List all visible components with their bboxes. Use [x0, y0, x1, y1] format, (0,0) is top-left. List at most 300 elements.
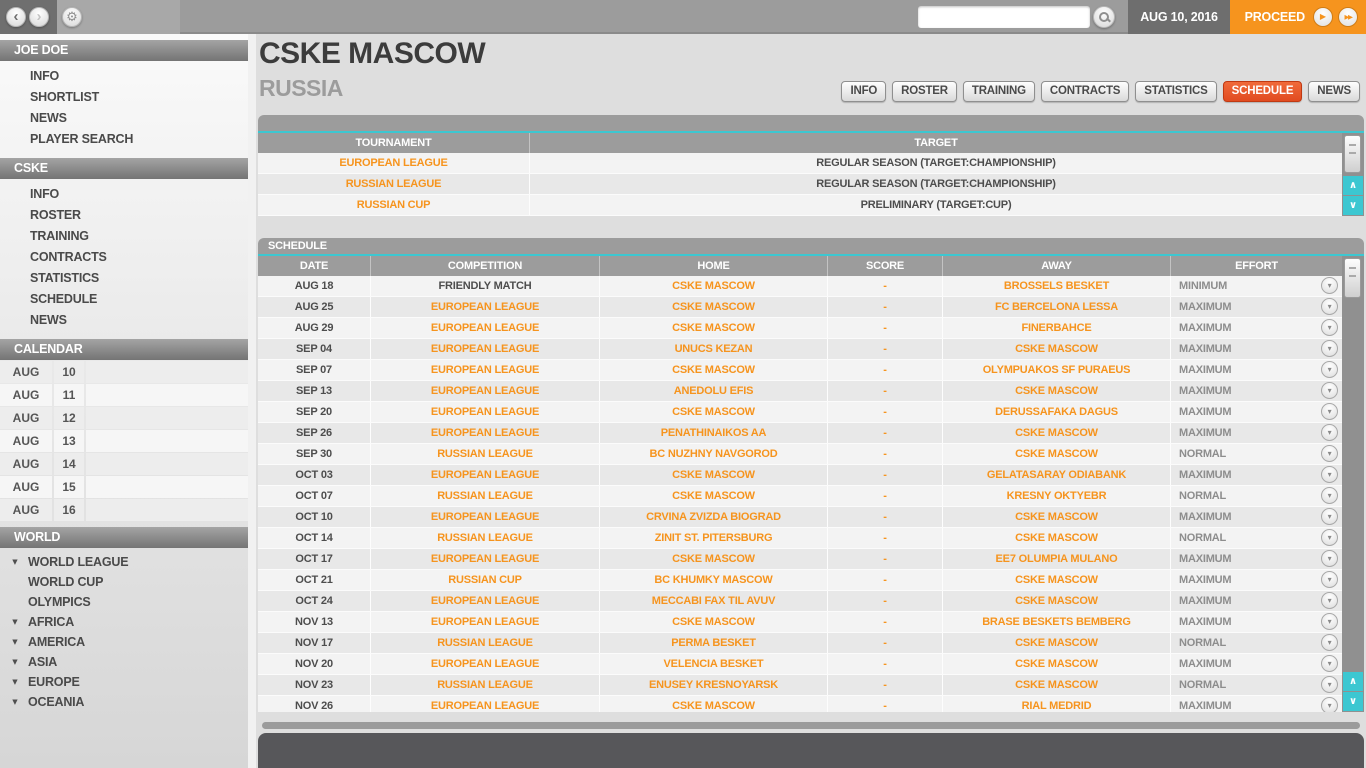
match-competition[interactable]: EUROPEAN LEAGUE	[371, 465, 600, 485]
effort-dropdown-button[interactable]	[1321, 340, 1338, 357]
match-effort	[1171, 654, 1342, 674]
match-away-team[interactable]: CSKE MASCOW	[943, 675, 1171, 695]
match-home-team[interactable]: CSKE MASCOW	[600, 318, 828, 338]
settings-button[interactable]	[62, 7, 82, 27]
schedule-row	[258, 654, 1342, 675]
effort-dropdown-button[interactable]	[1321, 550, 1338, 567]
match-score: -	[828, 486, 943, 506]
chevron-down-icon: ▾	[1327, 448, 1332, 458]
match-effort	[1171, 570, 1342, 590]
effort-dropdown-button[interactable]	[1321, 613, 1338, 630]
calendar-day: 10	[54, 361, 84, 383]
match-competition[interactable]: EUROPEAN LEAGUE	[371, 402, 600, 422]
match-effort	[1171, 360, 1342, 380]
nav-buttons	[0, 0, 57, 34]
effort-value: MAXIMUM	[1179, 385, 1232, 397]
effort-value: MAXIMUM	[1179, 574, 1232, 586]
match-competition[interactable]: EUROPEAN LEAGUE	[371, 654, 600, 674]
sidebar-item-info[interactable]: INFO	[30, 187, 60, 201]
match-competition[interactable]: EUROPEAN LEAGUE	[371, 696, 600, 712]
match-effort	[1171, 318, 1342, 338]
match-away-team[interactable]: CSKE MASCOW	[943, 339, 1171, 359]
tournament-name-link[interactable]: RUSSIAN LEAGUE	[258, 174, 530, 194]
tournament-row	[258, 174, 1342, 195]
effort-dropdown-button[interactable]	[1321, 319, 1338, 336]
chevron-down-icon: ▾	[1327, 595, 1332, 605]
fast-forward-icon: ▶▶	[1344, 12, 1352, 21]
match-home-team[interactable]: VELENCIA BESKET	[600, 654, 828, 674]
match-away-team[interactable]: RIAL MEDRID	[943, 696, 1171, 712]
chevron-down-icon: ▾	[1327, 343, 1332, 353]
effort-dropdown-button[interactable]	[1321, 466, 1338, 483]
schedule-row	[258, 675, 1342, 696]
match-away-team[interactable]: KRESNY OKTYEBR	[943, 486, 1171, 506]
effort-dropdown-button[interactable]	[1321, 508, 1338, 525]
match-effort	[1171, 549, 1342, 569]
effort-value: MAXIMUM	[1179, 427, 1232, 439]
match-score: -	[828, 402, 943, 422]
tournament-target: REGULAR SEASON (TARGET:CHAMPIONSHIP)	[816, 178, 1056, 190]
effort-value: MINIMUM	[1179, 280, 1228, 292]
fast-forward-button[interactable]	[1338, 7, 1358, 27]
effort-value: NORMAL	[1179, 637, 1227, 649]
effort-dropdown-button[interactable]	[1321, 445, 1338, 462]
chevron-down-icon: ▼	[12, 618, 18, 626]
match-effort	[1171, 339, 1342, 359]
scroll-down-button[interactable]: ∨	[1343, 196, 1363, 215]
effort-dropdown-button[interactable]	[1321, 403, 1338, 420]
match-score: -	[828, 633, 943, 653]
play-button[interactable]	[1313, 7, 1333, 27]
calendar-month: AUG	[0, 384, 52, 406]
match-competition[interactable]: EUROPEAN LEAGUE	[371, 591, 600, 611]
effort-dropdown-button[interactable]	[1321, 487, 1338, 504]
effort-dropdown-button[interactable]	[1321, 361, 1338, 378]
match-date: SEP 26	[258, 423, 371, 443]
calendar-row[interactable]	[0, 476, 248, 498]
calendar-month: AUG	[0, 407, 52, 429]
sidebar-item-player-search[interactable]: PLAYER SEARCH	[30, 132, 134, 146]
effort-dropdown-button[interactable]	[1321, 298, 1338, 315]
effort-dropdown-button[interactable]	[1321, 697, 1338, 712]
topbar	[0, 0, 1366, 34]
chevron-down-icon: ▼	[12, 658, 18, 666]
chevron-down-icon: ▾	[1327, 658, 1332, 668]
match-home-team[interactable]: BC NUZHNY NAVGOROD	[600, 444, 828, 464]
calendar-day: 15	[54, 476, 84, 498]
schedule-row	[258, 570, 1342, 591]
tournament-row	[258, 195, 1342, 216]
match-away-team[interactable]: CSKE MASCOW	[943, 444, 1171, 464]
chevron-down-icon: ▾	[1327, 532, 1332, 542]
match-competition[interactable]: EUROPEAN LEAGUE	[371, 423, 600, 443]
match-effort	[1171, 297, 1342, 317]
scrollbar-thumb[interactable]	[1344, 135, 1361, 173]
schedule-row	[258, 549, 1342, 570]
tournament-rows	[258, 153, 1342, 216]
calendar-row[interactable]	[0, 430, 248, 452]
match-score: -	[828, 591, 943, 611]
match-score: -	[828, 570, 943, 590]
sidebar-item-label: OLYMPICS	[28, 595, 91, 609]
match-competition[interactable]: RUSSIAN LEAGUE	[371, 444, 600, 464]
tournament-header-row	[258, 133, 1342, 153]
sidebar-item-olympics[interactable]	[0, 592, 248, 612]
sidebar-item-label: EUROPE	[28, 675, 80, 689]
effort-dropdown-button[interactable]	[1321, 424, 1338, 441]
chevron-down-icon: ▾	[1327, 490, 1332, 500]
match-effort	[1171, 528, 1342, 548]
sidebar-item-training[interactable]: TRAINING	[30, 229, 89, 243]
calendar-day: 14	[54, 453, 84, 475]
tournament-panel	[258, 115, 1364, 216]
effort-dropdown-button[interactable]	[1321, 655, 1338, 672]
tab-news[interactable]: NEWS	[1308, 81, 1360, 102]
calendar-row[interactable]	[0, 361, 248, 383]
calendar-month: AUG	[0, 453, 52, 475]
effort-value: MAXIMUM	[1179, 406, 1232, 418]
tournament-panel-cap	[258, 115, 1364, 131]
chevron-down-icon: ▾	[1327, 637, 1332, 647]
match-date: SEP 04	[258, 339, 371, 359]
calendar-month: AUG	[0, 499, 52, 521]
search-icon	[1099, 12, 1109, 22]
match-away-team[interactable]: EE7 OLUMPIA MULANO	[943, 549, 1171, 569]
tab-contracts[interactable]: CONTRACTS	[1041, 81, 1129, 102]
scrollbar-thumb[interactable]	[1344, 258, 1361, 298]
match-competition[interactable]: EUROPEAN LEAGUE	[371, 339, 600, 359]
match-effort	[1171, 465, 1342, 485]
schedule-row	[258, 360, 1342, 381]
match-competition[interactable]: RUSSIAN LEAGUE	[371, 633, 600, 653]
section-header-cske: CSKE	[0, 158, 248, 179]
effort-dropdown-button[interactable]	[1321, 676, 1338, 693]
match-home-team[interactable]: CSKE MASCOW	[600, 402, 828, 422]
match-date: SEP 13	[258, 381, 371, 401]
search-button[interactable]	[1093, 6, 1115, 28]
effort-value: NORMAL	[1179, 532, 1227, 544]
bottom-panel	[258, 733, 1364, 768]
schedule-row	[258, 276, 1342, 297]
match-date: OCT 03	[258, 465, 371, 485]
forward-icon: ›	[36, 7, 42, 25]
sidebar	[0, 34, 248, 768]
schedule-row	[258, 297, 1342, 318]
match-away-team[interactable]: CSKE MASCOW	[943, 591, 1171, 611]
match-score: -	[828, 528, 943, 548]
tournament-target: REGULAR SEASON (TARGET:CHAMPIONSHIP)	[816, 157, 1056, 169]
match-away-team[interactable]: FC BERCELONA LESSA	[943, 297, 1171, 317]
tournament-row	[258, 153, 1342, 174]
sidebar-item-info[interactable]: INFO	[30, 69, 60, 83]
match-away-team[interactable]: GELATASARAY ODIABANK	[943, 465, 1171, 485]
match-score: -	[828, 549, 943, 569]
effort-value: MAXIMUM	[1179, 511, 1232, 523]
match-home-team[interactable]: CSKE MASCOW	[600, 549, 828, 569]
chevron-down-icon: ▾	[1327, 280, 1332, 290]
match-home-team[interactable]: CSKE MASCOW	[600, 276, 828, 296]
calendar-month: AUG	[0, 476, 52, 498]
schedule-rows	[258, 276, 1342, 712]
section-items-cske	[0, 179, 248, 333]
schedule-row	[258, 381, 1342, 402]
chevron-down-icon: ▾	[1327, 322, 1332, 332]
sidebar-sections	[0, 40, 248, 333]
match-competition[interactable]: EUROPEAN LEAGUE	[371, 612, 600, 632]
schedule-panel-title: SCHEDULE	[268, 240, 327, 252]
effort-dropdown-button[interactable]	[1321, 382, 1338, 399]
match-away-team[interactable]: CSKE MASCOW	[943, 381, 1171, 401]
column-header-away: AWAY	[943, 256, 1171, 276]
tournament-name-link[interactable]: RUSSIAN CUP	[258, 195, 530, 215]
match-date: NOV 26	[258, 696, 371, 712]
world-section-header: WORLD	[0, 527, 248, 548]
match-competition[interactable]: EUROPEAN LEAGUE	[371, 381, 600, 401]
effort-dropdown-button[interactable]	[1321, 529, 1338, 546]
match-home-team[interactable]: CSKE MASCOW	[600, 360, 828, 380]
match-home-team[interactable]: ANEDOLU EFIS	[600, 381, 828, 401]
schedule-row	[258, 402, 1342, 423]
chevron-down-icon: ▾	[1327, 679, 1332, 689]
match-score: -	[828, 654, 943, 674]
schedule-panel-cap	[258, 238, 1364, 254]
forward-button[interactable]	[29, 7, 49, 27]
match-away-team[interactable]: CSKE MASCOW	[943, 528, 1171, 548]
sidebar-item-asia[interactable]	[0, 652, 248, 672]
column-header-tournament: TOURNAMENT	[258, 133, 530, 153]
chevron-down-icon: ▼	[12, 678, 18, 686]
match-effort	[1171, 675, 1342, 695]
schedule-row	[258, 444, 1342, 465]
chevron-down-icon: ▾	[1327, 364, 1332, 374]
sidebar-item-statistics[interactable]: STATISTICS	[30, 271, 100, 285]
calendar-day: 13	[54, 430, 84, 452]
match-date: OCT 10	[258, 507, 371, 527]
calendar-section-header: CALENDAR	[0, 339, 248, 360]
chevron-down-icon: ▾	[1327, 427, 1332, 437]
tab-roster[interactable]: ROSTER	[892, 81, 957, 102]
match-home-team[interactable]: BC KHUMKY MASCOW	[600, 570, 828, 590]
match-home-team[interactable]: MECCABI FAX TIL AVUV	[600, 591, 828, 611]
match-competition[interactable]: EUROPEAN LEAGUE	[371, 360, 600, 380]
match-home-team[interactable]: ZINIT ST. PITERSBURG	[600, 528, 828, 548]
match-competition: FRIENDLY MATCH	[371, 276, 600, 296]
match-home-team[interactable]: CSKE MASCOW	[600, 465, 828, 485]
match-score: -	[828, 297, 943, 317]
tournament-scrollbar	[1342, 133, 1364, 216]
tab-training[interactable]: TRAINING	[963, 81, 1035, 102]
match-score: -	[828, 381, 943, 401]
sidebar-item-news[interactable]: NEWS	[30, 111, 67, 125]
page-title: CSKE MASCOW	[259, 37, 486, 70]
match-away-team[interactable]: CSKE MASCOW	[943, 423, 1171, 443]
match-competition[interactable]: RUSSIAN LEAGUE	[371, 528, 600, 548]
match-home-team[interactable]: UNUCS KEZAN	[600, 339, 828, 359]
calendar-row[interactable]	[0, 499, 248, 521]
match-score: -	[828, 612, 943, 632]
calendar-empty-cell	[86, 384, 248, 406]
match-competition[interactable]: EUROPEAN LEAGUE	[371, 549, 600, 569]
match-competition[interactable]: RUSSIAN CUP	[371, 570, 600, 590]
section-header-joe-doe: JOE DOE	[0, 40, 248, 61]
match-away-team[interactable]: CSKE MASCOW	[943, 654, 1171, 674]
sidebar-item-contracts[interactable]: CONTRACTS	[30, 250, 107, 264]
match-away-team[interactable]: CSKE MASCOW	[943, 633, 1171, 653]
tournament-table	[258, 133, 1364, 216]
date-display: AUG 10, 2016	[1128, 0, 1230, 34]
gear-zone	[57, 0, 180, 34]
match-away-team[interactable]: OLYMPUAKOS SF PURAEUS	[943, 360, 1171, 380]
chevron-down-icon: ▼	[12, 558, 18, 566]
sidebar-item-schedule[interactable]: SCHEDULE	[30, 292, 98, 306]
match-score: -	[828, 318, 943, 338]
scroll-up-button[interactable]: ∧	[1343, 176, 1363, 195]
match-effort	[1171, 591, 1342, 611]
effort-dropdown-button[interactable]	[1321, 592, 1338, 609]
match-date: NOV 13	[258, 612, 371, 632]
tab-bar	[841, 81, 1360, 102]
match-competition[interactable]: EUROPEAN LEAGUE	[371, 507, 600, 527]
match-date: OCT 17	[258, 549, 371, 569]
sidebar-item-shortlist[interactable]: SHORTLIST	[30, 90, 100, 104]
sidebar-item-label: WORLD LEAGUE	[28, 555, 129, 569]
sidebar-item-label: ASIA	[28, 655, 58, 669]
effort-value: MAXIMUM	[1179, 553, 1232, 565]
effort-value: MAXIMUM	[1179, 343, 1232, 355]
match-competition[interactable]: EUROPEAN LEAGUE	[371, 297, 600, 317]
calendar-empty-cell	[86, 499, 248, 521]
page-subtitle: RUSSIA	[259, 75, 343, 101]
effort-dropdown-button[interactable]	[1321, 634, 1338, 651]
sidebar-item-world-cup[interactable]	[0, 572, 248, 592]
tab-statistics[interactable]: STATISTICS	[1135, 81, 1216, 102]
proceed-label: PROCEED	[1244, 10, 1305, 24]
effort-value: MAXIMUM	[1179, 322, 1232, 334]
effort-dropdown-button[interactable]	[1321, 571, 1338, 588]
effort-value: NORMAL	[1179, 490, 1227, 502]
match-date: NOV 23	[258, 675, 371, 695]
match-date: AUG 25	[258, 297, 371, 317]
sidebar-item-roster[interactable]: ROSTER	[30, 208, 81, 222]
match-score: -	[828, 423, 943, 443]
match-competition[interactable]: EUROPEAN LEAGUE	[371, 318, 600, 338]
column-header-target: TARGET	[914, 137, 958, 149]
match-home-team[interactable]: CSKE MASCOW	[600, 612, 828, 632]
match-effort	[1171, 633, 1342, 653]
sidebar-item-europe[interactable]	[0, 672, 248, 692]
play-icon: ▶	[1319, 12, 1327, 21]
match-date: NOV 17	[258, 633, 371, 653]
match-effort	[1171, 423, 1342, 443]
scroll-up-button[interactable]: ∧	[1343, 672, 1363, 691]
main-content	[256, 34, 1366, 768]
match-date: AUG 18	[258, 276, 371, 296]
schedule-row	[258, 528, 1342, 549]
match-away-team[interactable]: FINERBAHCE	[943, 318, 1171, 338]
effort-value: MAXIMUM	[1179, 700, 1232, 712]
chevron-down-icon: ▾	[1327, 553, 1332, 563]
column-header-score: SCORE	[828, 256, 943, 276]
search-input[interactable]	[918, 6, 1090, 28]
effort-dropdown-button[interactable]	[1321, 277, 1338, 294]
match-score: -	[828, 675, 943, 695]
effort-value: MAXIMUM	[1179, 658, 1232, 670]
effort-value: MAXIMUM	[1179, 469, 1232, 481]
calendar-row[interactable]	[0, 407, 248, 429]
match-home-team[interactable]: CSKE MASCOW	[600, 696, 828, 712]
sidebar-divider	[248, 34, 256, 768]
gear-icon: ⚙	[66, 9, 78, 25]
sidebar-item-label: AFRICA	[28, 615, 75, 629]
match-home-team[interactable]: CSKE MASCOW	[600, 297, 828, 317]
match-effort	[1171, 381, 1342, 401]
schedule-row	[258, 633, 1342, 654]
schedule-row	[258, 696, 1342, 712]
chevron-down-icon: ▾	[1327, 469, 1332, 479]
calendar-row[interactable]	[0, 453, 248, 475]
match-away-team[interactable]: DERUSSAFAKA DAGUS	[943, 402, 1171, 422]
sidebar-item-world-league[interactable]	[0, 552, 248, 572]
match-effort	[1171, 444, 1342, 464]
sidebar-item-africa[interactable]	[0, 612, 248, 632]
sidebar-item-news[interactable]: NEWS	[30, 313, 67, 327]
calendar-row[interactable]	[0, 384, 248, 406]
chevron-down-icon: ▾	[1327, 511, 1332, 521]
match-competition[interactable]: RUSSIAN LEAGUE	[371, 486, 600, 506]
match-competition[interactable]: RUSSIAN LEAGUE	[371, 675, 600, 695]
column-header-date: DATE	[258, 256, 371, 276]
match-away-team[interactable]: BROSSELS BESKET	[943, 276, 1171, 296]
back-button[interactable]	[6, 7, 26, 27]
match-date: SEP 30	[258, 444, 371, 464]
match-date: SEP 20	[258, 402, 371, 422]
sidebar-item-oceania[interactable]	[0, 692, 248, 712]
sidebar-item-america[interactable]	[0, 632, 248, 652]
match-home-team[interactable]: CRVINA ZVIZDA BIOGRAD	[600, 507, 828, 527]
match-date: NOV 20	[258, 654, 371, 674]
schedule-header-row	[258, 256, 1342, 276]
match-home-team[interactable]: ENUSEY KRESNOYARSK	[600, 675, 828, 695]
match-score: -	[828, 360, 943, 380]
match-effort	[1171, 696, 1342, 712]
chevron-down-icon: ▾	[1327, 616, 1332, 626]
calendar-month: AUG	[0, 430, 52, 452]
schedule-table	[258, 256, 1364, 712]
calendar-empty-cell	[86, 407, 248, 429]
match-away-team[interactable]: CSKE MASCOW	[943, 507, 1171, 527]
match-away-team[interactable]: BRASE BESKETS BEMBERG	[943, 612, 1171, 632]
chevron-down-icon: ▾	[1327, 385, 1332, 395]
match-home-team[interactable]: PERMA BESKET	[600, 633, 828, 653]
match-away-team[interactable]: CSKE MASCOW	[943, 570, 1171, 590]
tab-info[interactable]: INFO	[841, 81, 886, 102]
scroll-down-button[interactable]: ∨	[1343, 692, 1363, 711]
effort-value: MAXIMUM	[1179, 364, 1232, 376]
match-effort	[1171, 612, 1342, 632]
schedule-row	[258, 486, 1342, 507]
tab-schedule[interactable]: SCHEDULE	[1223, 81, 1303, 102]
match-home-team[interactable]: CSKE MASCOW	[600, 486, 828, 506]
schedule-scrollbar	[1342, 256, 1364, 712]
tournament-target: PRELIMINARY (TARGET:CUP)	[860, 199, 1012, 211]
tournament-name-link[interactable]: EUROPEAN LEAGUE	[258, 153, 530, 173]
match-score: -	[828, 276, 943, 296]
calendar-month: AUG	[0, 361, 52, 383]
column-header-effort: EFFORT	[1235, 260, 1278, 272]
proceed-button[interactable]	[1230, 0, 1366, 34]
match-date: OCT 07	[258, 486, 371, 506]
match-home-team[interactable]: PENATHINAIKOS AA	[600, 423, 828, 443]
